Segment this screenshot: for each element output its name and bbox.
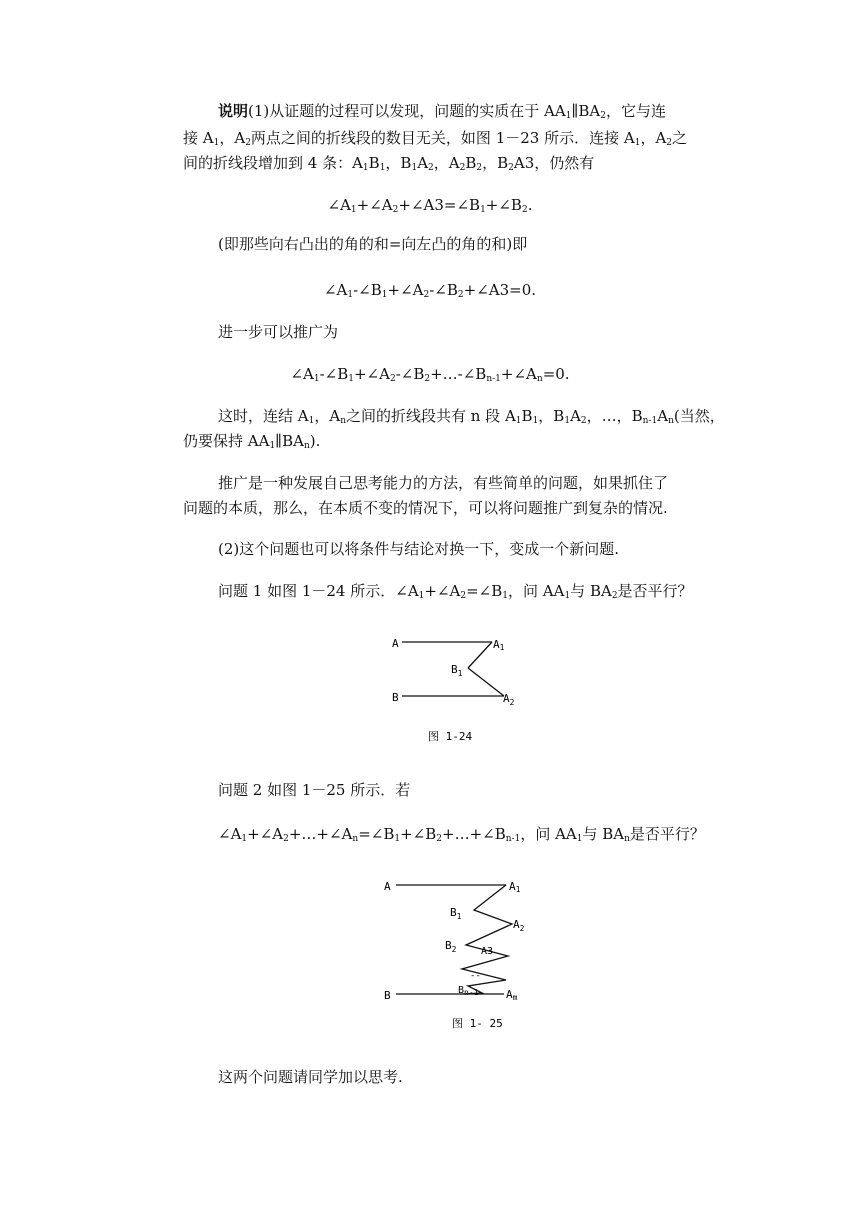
fig24-caption: 图 1-24 [428, 730, 473, 743]
fig24-label-A1: A1 [493, 638, 505, 652]
paragraph-generalization-line2: 问题的本质，那么，在本质不变的情况下，可以将问题推广到复杂的情况. [183, 499, 668, 517]
paragraph-explanation-line1: 说明(1)从证题的过程可以发现，问题的实质在于 $AA_1\parallel BA_2$，它与连 [218, 102, 666, 121]
fig24-label-A: A [392, 637, 399, 650]
fig25-caption: 图 1- 25 [452, 1017, 503, 1030]
fig24-label-B1: $B_1$ [451, 663, 463, 678]
paragraph-swap: (2)这个问题也可以将条件与结论对换一下，变成一个新问题. [218, 540, 620, 558]
paragraph-explanation-line3: 间的折线段增加到 4 条：$A_1B_1$，$B_1A_2$，$A_2B_2$，$B_2A3$，仍然有 [183, 154, 595, 173]
paragraph-generalization-line1: 推广是一种发展自己思考能力的方法，有些简单的问题，如果抓住了 [218, 474, 669, 492]
paragraph-segments-line1: 这时，连结 $A_1$，$A_n$之间的折线段共有 n 段 $A_1B_1$，$B_1A_2$，…，$B_{n-1}A_n$(当然， [218, 407, 725, 426]
paragraph-generalize: 进一步可以推广为 [218, 323, 339, 341]
paragraph-segments-line2: 仍要保持 $AA_1\parallel BA_n$). [183, 432, 321, 451]
fig25-dots: -- [470, 971, 481, 981]
fig25-label-B: B [384, 989, 391, 1002]
paragraph-explanation-line2: 接 $A_1$，$A_2$两点之间的折线段的数目无关，如图 1－23 所示．连接 $A_1$，$A_2$之 [183, 129, 688, 148]
figure-1-24 [380, 628, 540, 748]
paragraph-parenthetical: (即那些向右凸出的角的和=向左凸的角的和)即 [218, 235, 528, 253]
fig25-label-Am: Am [506, 988, 518, 1002]
fig25-label-Bn-1: $B_{n-1}$ [458, 985, 479, 997]
equation-2: $\angle A_1-\angle B_1+\angle A_2-\angle B_2+\angle A3=0$. [323, 281, 537, 300]
paragraph-closing: 这两个问题请同学加以思考. [218, 1068, 403, 1086]
fig24-label-B: B [392, 691, 399, 704]
fig25-label-A2: $A_2$ [513, 918, 525, 933]
fig25-label-A3: A3 [481, 946, 494, 957]
equation-1: $\angle A_1+\angle A_2+\angle A3=\angle B_1+\angle B_2$. [327, 196, 533, 215]
fig25-label-A1: A1 [509, 880, 521, 894]
fig25-label-A: A [384, 880, 391, 893]
equation-4: $\angle A_1+\angle A_2+\dots+\angle A_n=\angle B_1+\angle B_2+\dots+\angle B_{n-1}$，问 $AA_1$与 $BA_n$是否平行？ [218, 825, 705, 844]
explanation-label: 说明 [218, 102, 249, 120]
fig25-label-B1: $B_1$ [450, 906, 462, 921]
fig24-label-A2: $A_2$ [503, 692, 515, 707]
figure-1-25 [370, 870, 550, 1040]
fig25-label-B2: $B_2$ [445, 939, 457, 954]
question-2: 问题 2 如图 1－25 所示．若 [218, 781, 411, 799]
question-1: 问题 1 如图 1－24 所示．$\angle A_1+\angle A_2=\angle B_1$，问 $AA_1$与 $BA_2$是否平行？ [218, 582, 693, 601]
equation-3: $\angle A_1-\angle B_1+\angle A_2-\angle B_2+\dots-\angle B_{n-1}+\angle A_n=0$. [290, 365, 570, 384]
